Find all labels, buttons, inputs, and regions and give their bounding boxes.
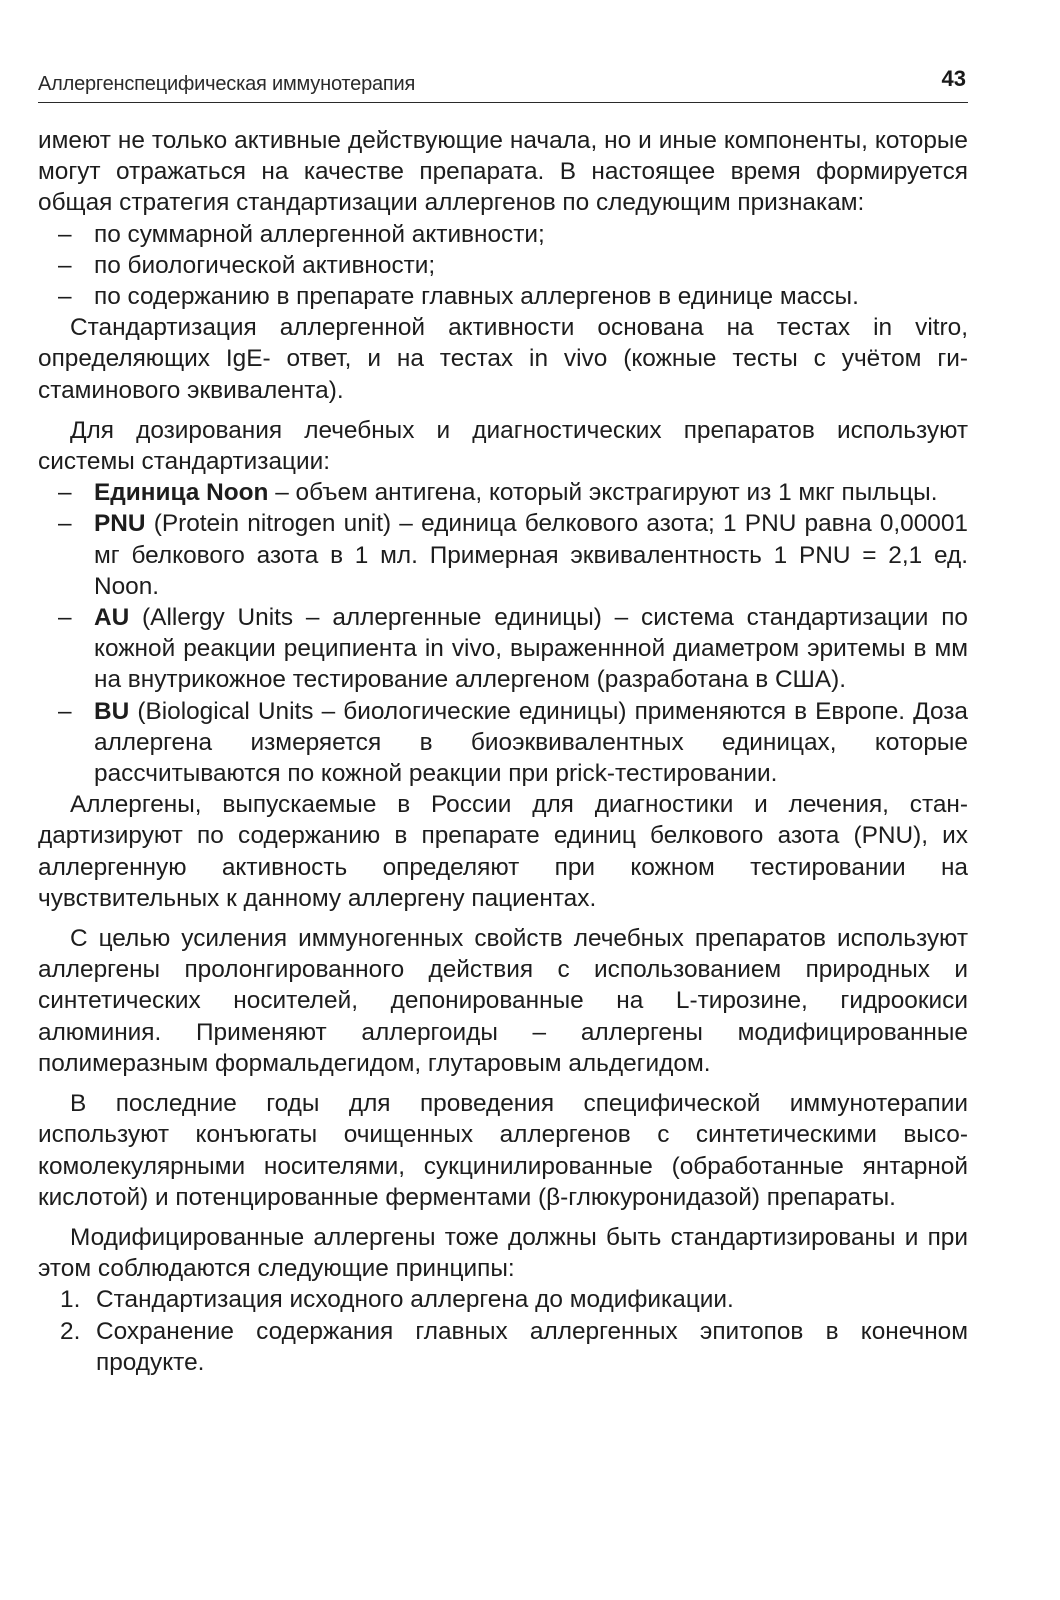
criteria-item: – по содержанию в препарате главных аллергенов в единице массы. [38, 281, 968, 312]
paragraph-russia-allergens: Аллергены, выпускаемые в России для диагностики и лечения, стандартизируют по содержанию в препарате единиц белкового азота (PNU), их аллергенную активность определяют при кожном тестировании на чувствительных к данному аллергену пациентах. [38, 791, 968, 912]
criteria-item: – по суммарной аллергенной активности; [38, 219, 968, 250]
running-header-title: Аллергенспецифическая иммунотерапия [38, 73, 416, 95]
system-description: (Allergy Units – аллергенные единицы) – система стандартизации по кожной реакции реципиента in vivo, выраженнной диаметром эритемы в мм на внутрикожное тестирование аллергеном (разработана в США). [94, 604, 968, 694]
standardization-criteria-list [38, 219, 968, 313]
system-term: PNU [94, 510, 146, 538]
principle-number: 2. [60, 1317, 81, 1345]
system-item-noon [38, 477, 968, 508]
system-item-au [38, 602, 968, 696]
paragraph-modified-allergens: Модифицированные аллергены тоже должны быть стандартизированы и при этом соблюдаются следующие принципы: [38, 1223, 968, 1283]
intro-paragraph: имеют не только активные действующие начала, но и иные компоненты, которые могут отражаться на качестве препарата. В настоящее время формируется общая стратегия стандартизации аллергенов по следующим признакам: [38, 127, 968, 217]
system-description: (Protein nitrogen unit) – единица белкового азота; 1 PNU равна 0,00001 мг белкового азота в 1 мл. Примерная эквивалентность 1 PNU = 2,1 ед. Noon. [94, 510, 968, 600]
system-description: – объем антигена, который экстрагируют из 1 мкг пыльцы. [268, 479, 938, 507]
principle-text: Сохранение содержания главных аллергенных эпитопов в конечном продукте. [96, 1317, 968, 1376]
paragraph-dosing-systems: Для дозирования лечебных и диагностических препаратов используют системы стандартизации: [38, 416, 968, 476]
system-item-pnu [38, 508, 968, 602]
paragraph-recent-conjugates: В последние годы для проведения специфической иммунотерапии используют конъюгаты очищенных аллергенов с синтетическими высокомолекулярными носителями, сукцинилированные (обработанные янтарной кислотой) и потенцированные ферментами (β-глюкуронидазой) препараты. [38, 1090, 968, 1211]
system-term: AU [94, 604, 130, 632]
principles-list [38, 1284, 968, 1378]
system-term: BU [94, 697, 130, 725]
principle-item [38, 1316, 968, 1378]
system-term: Единица Noon [94, 479, 269, 507]
principle-text: Стандартизация исходного аллергена до модификации. [96, 1286, 734, 1314]
running-header [38, 60, 968, 103]
criteria-item: – по биологической активности; [38, 250, 968, 281]
page-body [38, 125, 968, 1378]
standardization-systems-list [38, 477, 968, 789]
book-page [38, 60, 968, 1378]
system-item-bu [38, 696, 968, 790]
paragraph-prolonged-allergens: С целью усиления иммуногенных свойств лечебных препаратов используют аллергены пролонгированного действия с использованием природных и синтетических носителей, депонированные на L-тирозине, гидроокиси алюминия. Применяют аллергоиды – аллергены модифицированные полимеразным формальдегидом, глутаровым альдегидом. [38, 925, 968, 1077]
page-number: 43 [941, 66, 966, 91]
principle-number: 1. [60, 1286, 81, 1314]
principle-item [38, 1284, 968, 1315]
system-description: (Biological Units – биологические единицы) применяются в Европе. Доза аллергена измеряется в биоэквивалентных единицах, которые рассчитываются по кожной реакции при prick-тестировании. [94, 697, 968, 788]
paragraph-activity-tests: Стандартизация аллергенной активности основана на тестах in vitro, определяющих IgE- ответ, и на тестах in vivo (кожные тесты с учётом гистаминового эквивалента). [38, 314, 968, 404]
